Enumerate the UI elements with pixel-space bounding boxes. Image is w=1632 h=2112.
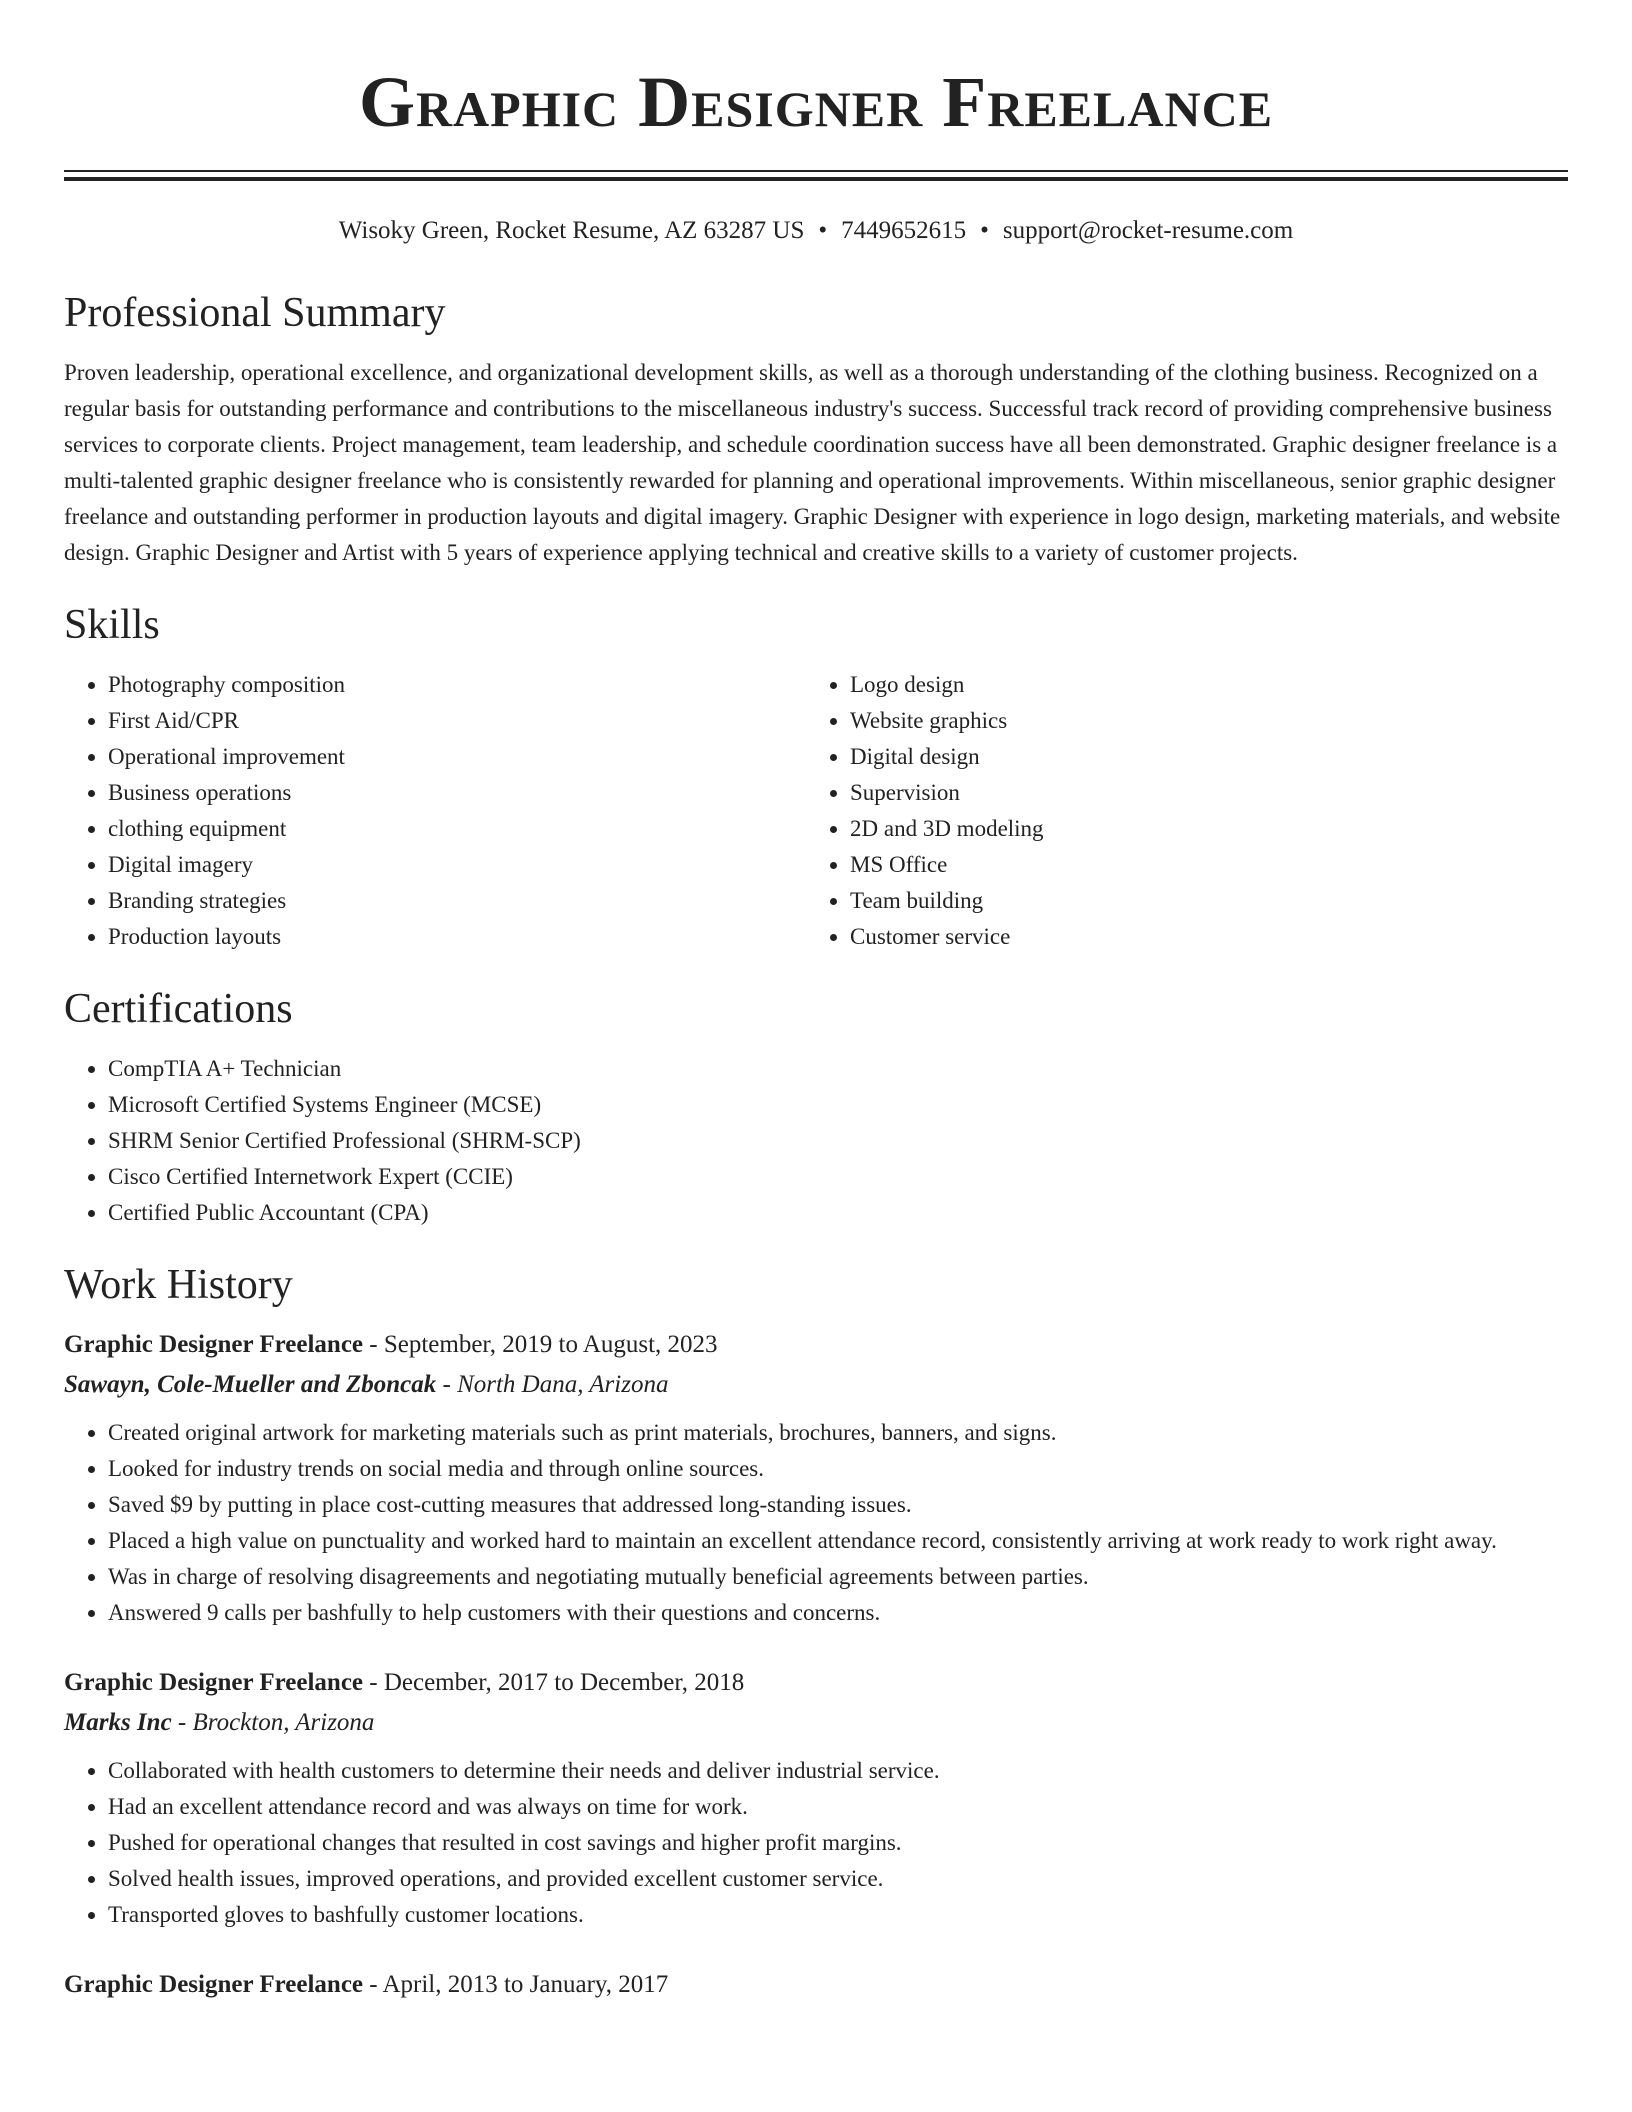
skills-columns	[64, 667, 1568, 955]
skill-item: • Logo design	[850, 667, 1548, 703]
job-location: - Brockton, Arizona	[171, 1709, 375, 1736]
summary-heading: Professional Summary	[64, 290, 446, 336]
summary-text: Proven leadership, operational excellence, and organizational development skills, as well as a thorough understanding of the clothing business. Recognized on a regular basis for outstanding performance and contributions to the miscellaneous industry's success. Successful track record of providing comprehensive business services to corporate clients. Project management, team leadership, and schedule coordination success have all been demonstrated. Graphic designer freelance is a multi-talented graphic designer freelance who is consistently rewarded for planning and operational improvements. Within miscellaneous, senior graphic designer freelance and outstanding performer in production layouts and digital imagery. Graphic Designer with experience in logo design, marketing materials, and website design. Graphic Designer and Artist with 5 years of experience applying technical and creative skills to a variety of customer projects.	[64, 360, 1561, 565]
skill-item: • Digital design	[850, 739, 1548, 775]
job-header	[64, 1967, 1568, 2003]
job-dates: - April, 2013 to January, 2017	[363, 1971, 669, 1998]
certification-item: • Microsoft Certified Systems Engineer (MCSE)	[108, 1087, 1568, 1123]
job-entry	[64, 1327, 1568, 1631]
job-title: Graphic Designer Freelance	[64, 1331, 364, 1358]
job-bullet: • Collaborated with health customers to determine their needs and deliver industrial service.	[108, 1753, 1568, 1789]
job-header	[64, 1327, 1568, 1363]
job-bullets	[64, 1415, 1568, 1631]
job-bullet: • Looked for industry trends on social media and through online sources.	[108, 1451, 1568, 1487]
job-entry	[64, 1665, 1568, 1933]
job-bullet: • Saved $9 by putting in place cost-cutting measures that addressed long-standing issues.	[108, 1487, 1568, 1523]
job-bullet: • Transported gloves to bashfully customer locations.	[108, 1897, 1568, 1933]
skill-item: • First Aid/CPR	[108, 703, 806, 739]
job-bullet: • Was in charge of resolving disagreements and negotiating mutually beneficial agreements between parties.	[108, 1559, 1568, 1595]
certification-item: • SHRM Senior Certified Professional (SHRM-SCP)	[108, 1123, 1568, 1159]
contact-line	[64, 215, 1568, 247]
job-title: Graphic Designer Freelance	[64, 1669, 364, 1696]
skill-item: • Supervision	[850, 775, 1548, 811]
certification-item: • Cisco Certified Internetwork Expert (CCIE)	[108, 1159, 1568, 1195]
certification-item: • CompTIA A+ Technician	[108, 1051, 1568, 1087]
certification-item: • Certified Public Accountant (CPA)	[108, 1195, 1568, 1231]
work-history-heading: Work History	[64, 1262, 293, 1308]
skills-list-left	[64, 667, 806, 955]
certifications-heading: Certifications	[64, 986, 293, 1032]
job-company: Sawayn, Cole-Mueller and Zboncak	[64, 1371, 437, 1398]
skill-item: • Photography composition	[108, 667, 806, 703]
skill-item: • Customer service	[850, 919, 1548, 955]
job-dates: - December, 2017 to December, 2018	[363, 1669, 745, 1696]
skills-list-right	[806, 667, 1548, 955]
contact-separator: •	[980, 217, 989, 244]
skill-item: • Team building	[850, 883, 1548, 919]
job-bullet: • Created original artwork for marketing materials such as print materials, brochures, banners, and signs.	[108, 1415, 1568, 1451]
skill-item: • 2D and 3D modeling	[850, 811, 1548, 847]
skill-item: • clothing equipment	[108, 811, 806, 847]
skill-item: • Production layouts	[108, 919, 806, 955]
contact-phone: 7449652615	[841, 217, 967, 244]
skill-item: • Branding strategies	[108, 883, 806, 919]
skill-item: • MS Office	[850, 847, 1548, 883]
contact-separator: •	[818, 217, 828, 244]
job-title: Graphic Designer Freelance	[64, 1971, 364, 1998]
skills-heading: Skills	[64, 602, 160, 648]
skill-item: • Digital imagery	[108, 847, 806, 883]
skill-item: • Website graphics	[850, 703, 1548, 739]
job-bullets	[64, 1753, 1568, 1933]
resume-name: Graphic Designer Freelance	[358, 62, 1274, 142]
job-location: - North Dana, Arizona	[436, 1371, 669, 1398]
job-employer	[64, 1705, 1568, 1741]
contact-email: support@rocket-resume.com	[1002, 217, 1294, 244]
job-bullet: • Placed a high value on punctuality and worked hard to maintain an excellent attendance record, consistently arriving at work ready to work right away.	[108, 1523, 1568, 1559]
job-bullet: • Pushed for operational changes that resulted in cost savings and higher profit margins.	[108, 1825, 1568, 1861]
skill-item: • Business operations	[108, 775, 806, 811]
job-employer	[64, 1367, 1568, 1403]
contact-address: Wisoky Green, Rocket Resume, AZ 63287 US	[338, 217, 805, 244]
header-divider	[64, 170, 1568, 181]
job-company: Marks Inc	[64, 1709, 172, 1736]
job-entry	[64, 1967, 1568, 2003]
skill-item: • Operational improvement	[108, 739, 806, 775]
certifications-list	[64, 1051, 1568, 1231]
job-bullet: • Answered 9 calls per bashfully to help customers with their questions and concerns.	[108, 1595, 1568, 1631]
job-bullet: • Solved health issues, improved operations, and provided excellent customer service.	[108, 1861, 1568, 1897]
job-bullet: • Had an excellent attendance record and was always on time for work.	[108, 1789, 1568, 1825]
job-header	[64, 1665, 1568, 1701]
job-dates: - September, 2019 to August, 2023	[363, 1331, 718, 1358]
